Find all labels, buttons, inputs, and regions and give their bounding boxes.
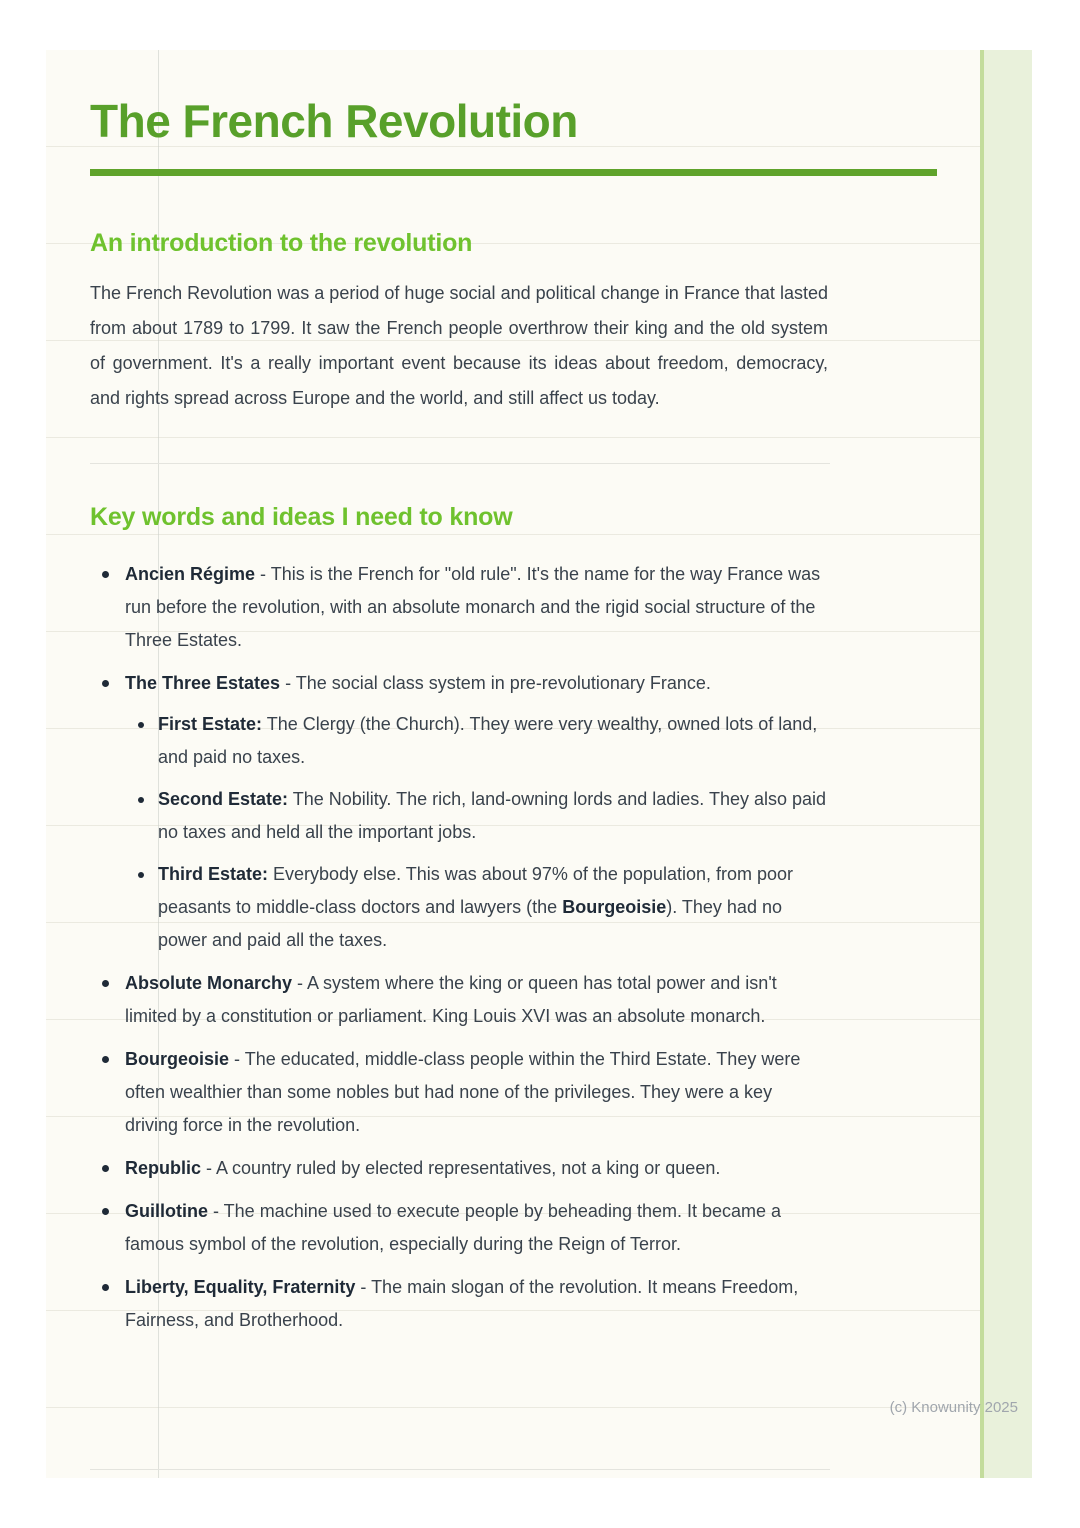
intro-paragraph: The French Revolution was a period of huge social and political change in France that lasted from about 1789 to 1799. It saw the French people overthrow their king and the old system of government. It's a really important event because its ideas about freedom, democracy, and rights spread across Europe and the world, and still affect us today.	[90, 283, 828, 409]
bottom-divider	[90, 1469, 830, 1470]
document-content	[90, 50, 937, 1347]
keyword-separator: -	[229, 1049, 245, 1070]
copyright-watermark: (c) Knowunity 2025	[889, 1399, 1018, 1416]
keyword-separator: -	[280, 673, 296, 694]
keyword-term: The Three Estates	[125, 673, 281, 694]
sub-item-second-estate	[125, 783, 828, 849]
keyword-term: Absolute Monarchy	[125, 973, 293, 994]
page-sheet	[46, 50, 1032, 1478]
section-heading-intro: An introduction to the revolution	[90, 229, 473, 258]
keyword-item-republic	[90, 1152, 828, 1185]
keyword-separator: -	[208, 1201, 224, 1222]
sub-item-third-estate	[125, 858, 828, 957]
section-heading-keywords: Key words and ideas I need to know	[90, 503, 513, 532]
keyword-term: Republic	[125, 1158, 202, 1179]
keyword-item-guillotine	[90, 1195, 828, 1261]
sub-item-text: Everybody else. This was about 97% of the population, from poor peasants to middle-class doctors and lawyers (the	[158, 864, 794, 918]
keyword-text: The main slogan of the revolution. It means Freedom, Fairness, and Brotherhood.	[125, 1277, 799, 1331]
keyword-text: This is the French for "old rule". It's the name for the way France was run before the revolution, with an absolute monarch and the rigid social structure of the Three Estates.	[125, 564, 821, 651]
keyword-text: The educated, middle-class people within the Third Estate. They were often wealthier than some nobles but had none of the privileges. They were a key driving force in the revolution.	[125, 1049, 801, 1136]
section-divider	[90, 463, 830, 464]
keyword-list	[90, 558, 828, 1337]
keyword-item-bourgeoisie	[90, 1043, 828, 1142]
keyword-text: A system where the king or queen has total power and isn't limited by a constitution or parliament. King Louis XVI was an absolute monarch.	[125, 973, 777, 1027]
keyword-text: The machine used to execute people by beheading them. It became a famous symbol of the revolution, especially during the Reign of Terror.	[125, 1201, 782, 1255]
keyword-item-three-estates	[90, 667, 828, 957]
sub-item-term: Third Estate:	[158, 864, 269, 885]
keyword-term: Bourgeoisie	[125, 1049, 230, 1070]
keyword-text: The social class system in pre-revolutionary France.	[295, 673, 711, 694]
keyword-item-liberty-equality-fraternity	[90, 1271, 828, 1337]
sub-item-text: The Nobility. The rich, land-owning lords and ladies. They also paid no taxes and held all the important jobs.	[158, 789, 827, 843]
keyword-item-ancien-regime	[90, 558, 828, 657]
sub-item-term: Second Estate:	[158, 789, 289, 810]
sub-item-bold-word: Bourgeoisie	[562, 897, 667, 918]
right-green-strip	[980, 50, 1032, 1478]
sub-item-text: ). They had no power and paid all the taxes.	[158, 897, 782, 951]
keyword-text: A country ruled by elected representatives, not a king or queen.	[216, 1158, 721, 1179]
keyword-separator: -	[255, 564, 271, 585]
keyword-term: Guillotine	[125, 1201, 208, 1222]
keyword-term: Ancien Régime	[125, 564, 256, 585]
page-title: The French Revolution	[90, 95, 578, 147]
keyword-separator: -	[201, 1158, 217, 1179]
sub-item-text: The Clergy (the Church). They were very wealthy, owned lots of land, and paid no taxes.	[158, 714, 818, 768]
title-underline	[90, 169, 937, 176]
keyword-separator: -	[355, 1277, 372, 1298]
keyword-separator: -	[292, 973, 308, 994]
sub-item-term: First Estate:	[158, 714, 263, 735]
keyword-term: Liberty, Equality, Fraternity	[125, 1277, 356, 1298]
estates-sub-list	[125, 708, 828, 957]
keyword-item-absolute-monarchy	[90, 967, 828, 1033]
sub-item-first-estate	[125, 708, 828, 774]
